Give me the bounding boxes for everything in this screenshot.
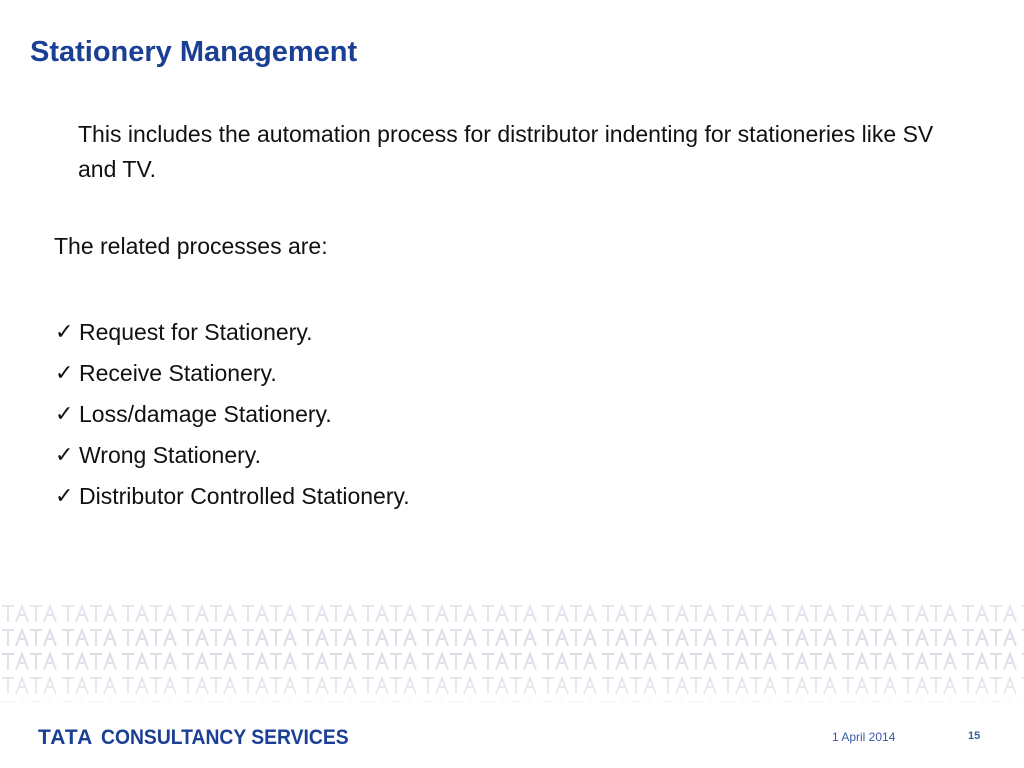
footer-date: 1 April 2014 (832, 730, 896, 744)
tata-pattern-decoration (0, 602, 1024, 702)
page-number: 15 (968, 730, 981, 742)
list-item (55, 479, 410, 520)
checkmark-icon: ✓ (55, 319, 74, 344)
list-item (55, 438, 410, 479)
related-processes-heading: The related processes are: (54, 233, 328, 259)
process-label: Distributor Controlled Stationery. (79, 483, 410, 509)
intro-paragraph: This includes the automation process for distributor indenting for stationeries like SV and TV. (78, 121, 934, 182)
process-list (55, 315, 410, 520)
checkmark-icon: ✓ (55, 483, 74, 508)
tcs-logo (38, 723, 370, 753)
process-label: Wrong Stationery. (79, 442, 261, 468)
process-label: Request for Stationery. (79, 319, 313, 345)
list-item (55, 397, 410, 438)
list-item (55, 356, 410, 397)
list-item (55, 315, 410, 356)
tata-wordmark: TATA (38, 726, 94, 749)
checkmark-icon: ✓ (55, 442, 74, 467)
process-label: Loss/damage Stationery. (79, 401, 332, 427)
tata-pattern-band (0, 602, 1024, 702)
checkmark-icon: ✓ (55, 360, 74, 385)
process-label: Receive Stationery. (79, 360, 277, 386)
tcs-wordmark: CONSULTANCY SERVICES (101, 726, 349, 749)
slide-title: Stationery Management (30, 36, 358, 68)
checkmark-icon: ✓ (55, 401, 74, 426)
